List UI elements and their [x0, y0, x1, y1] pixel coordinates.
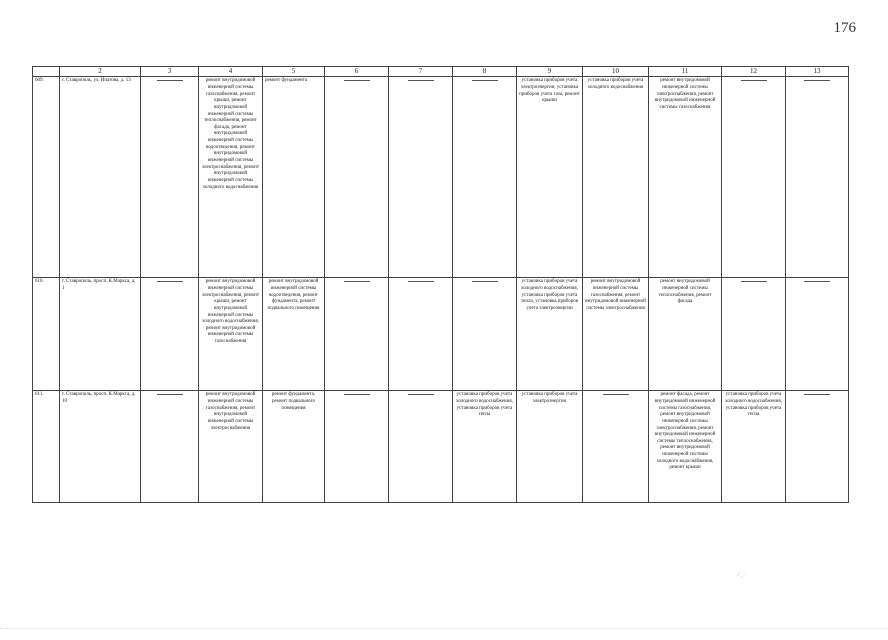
works-cell: установка приборов учета холодного водоснабжения, установка приборов учета тепла [722, 391, 786, 503]
works-cell: ремонт фундамента, ремонт подвального помещения [263, 391, 325, 503]
column-number: 6 [325, 67, 389, 77]
works-cell: ремонт внутридомовой инженерной системы газоснабжения, ремонт внутридомовой инженерной системы электроснабжения [583, 278, 649, 391]
column-number: 2 [60, 67, 141, 77]
column-number: 5 [263, 67, 325, 77]
works-table [32, 66, 849, 503]
empty-cell-dash [141, 77, 199, 278]
column-number: 4 [199, 67, 263, 77]
column-number: 10 [583, 67, 649, 77]
empty-cell-dash [325, 278, 389, 391]
works-cell: ремонт внутридомовой инженерной системы водоотведения, ремонт фундамента, ремонт подвального помещения [263, 278, 325, 391]
empty-cell-dash [786, 278, 849, 391]
empty-cell-dash [786, 391, 849, 503]
scan-artifact-line [0, 628, 888, 629]
column-number: 11 [649, 67, 722, 77]
column-number: 3 [141, 67, 199, 77]
works-cell: установка приборов учета электроэнергии, установка приборов учета газа, ремонт крыши [517, 77, 583, 278]
empty-cell-dash [722, 278, 786, 391]
empty-cell-dash [141, 391, 199, 503]
column-number: 13 [786, 67, 849, 77]
table-row [33, 278, 849, 391]
works-cell: установка приборов учета холодного водоснабжения, установка приборов учета тепла, установка приборов учета электроэнергии [517, 278, 583, 391]
works-cell: ремонт внутридомовой инженерной системы электроснабжения, ремонт крыши, ремонт внутридомовой инженерной системы холодного водоснабжения, ремонт внутридомовой инженерной системы газоснабжения [199, 278, 263, 391]
row-address: г. Ставрополь, просп. К.Маркса, д. 10 [60, 391, 141, 503]
empty-cell-dash [325, 77, 389, 278]
scan-artifact: ⁄ ˎ · [738, 572, 746, 578]
table-row [33, 77, 849, 278]
empty-cell-dash [389, 391, 453, 503]
row-number: 610. [33, 278, 60, 391]
works-cell: ремонт внутридомовой инженерной системы электроснабжения, ремонт внутридомовой инженерной системы газоснабжения [649, 77, 722, 278]
works-cell: ремонт фасада, ремонт внутридомовой инженерной системы газоснабжения, ремонт внутридомовой инженерной системы электроснабжения, ремонт внутридомовой инженерной системы теплоснабжения, ремонт внутридомовой инженерной системы холодного водоснабжения, ремонт крыши [649, 391, 722, 503]
row-address: г. Ставрополь, просп. К.Маркса, д. 1 [60, 278, 141, 391]
column-number: 8 [453, 67, 517, 77]
empty-cell-dash [141, 278, 199, 391]
works-cell: установка приборов учета электроэнергии [517, 391, 583, 503]
works-cell: ремонт фундамента [263, 77, 325, 278]
empty-cell-dash [325, 391, 389, 503]
column-number: 12 [722, 67, 786, 77]
column-number-row [33, 67, 849, 77]
row-number: 609. [33, 77, 60, 278]
empty-cell-dash [453, 77, 517, 278]
empty-cell-dash [722, 77, 786, 278]
row-address: г. Ставрополь, ул. Ипатова, д. 13 [60, 77, 141, 278]
empty-cell-dash [389, 77, 453, 278]
table-row [33, 391, 849, 503]
row-number: 611. [33, 391, 60, 503]
empty-cell-dash [583, 391, 649, 503]
page-number: 176 [833, 20, 856, 36]
works-cell: ремонт внутридомовой инженерной системы газоснабжения, ремонт внутридомовой инженерной системы электроснабжения [199, 391, 263, 503]
works-cell: ремонт внутридомовой инженерной системы теплоснабжения, ремонт фасада [649, 278, 722, 391]
works-cell: ремонт внутридомовой инженерной системы газоснабжения, ремонт крыши, ремонт внутридомовой инженерной системы теплоснабжения, ремонт фасада, ремонт внутридомовой инженерной системы водоотведения, ремонт внутридомовой инженерной системы электроснабжения, ремонт внутридомовой инженерной системы холодного водоснабжения [199, 77, 263, 278]
works-cell: установка приборов учета холодного водоснабжения [583, 77, 649, 278]
empty-cell-dash [453, 278, 517, 391]
column-number: 7 [389, 67, 453, 77]
column-number-blank [33, 67, 60, 77]
empty-cell-dash [786, 77, 849, 278]
column-number: 9 [517, 67, 583, 77]
empty-cell-dash [389, 278, 453, 391]
works-cell: установка приборов учета холодного водоснабжения, установка приборов учета тепла [453, 391, 517, 503]
